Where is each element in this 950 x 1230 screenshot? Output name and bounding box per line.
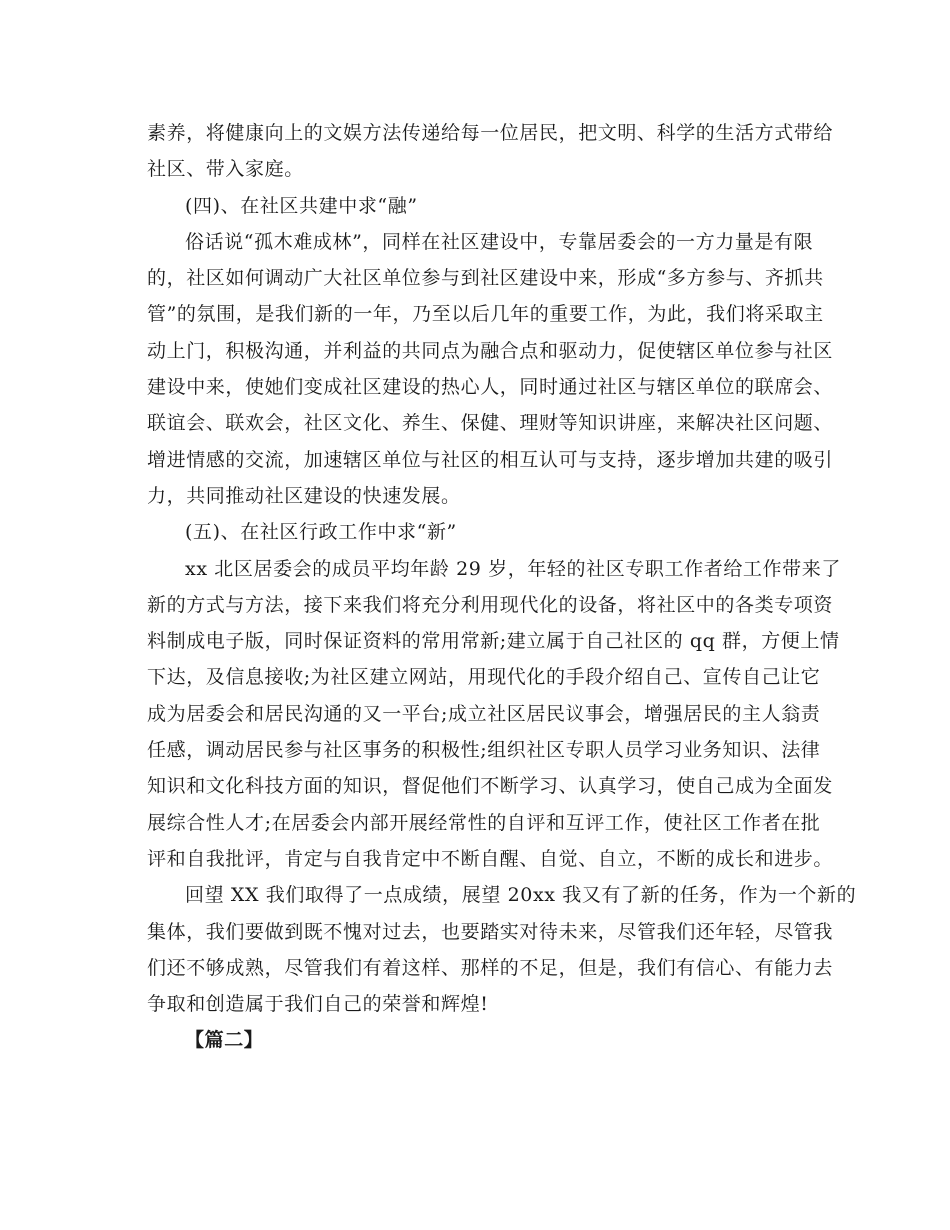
text-line: 俗话说“孤木难成林”，同样在社区建设中，专靠居委会的一方力量是有限 (185, 230, 814, 253)
text-line: 们还不够成熟，尽管我们有着这样、那样的不足，但是，我们有信心、有能力去 (147, 956, 834, 979)
text-line: 的，社区如何调动广大社区单位参与到社区建设中来，形成“多方参与、齐抓共 (147, 267, 824, 290)
text-line: 管”的氛围，是我们新的一年，乃至以后几年的重要工作，为此，我们将采取主 (147, 303, 824, 326)
document-body (147, 115, 857, 1059)
text-line: 料制成电子版，同时保证资料的常用常新;建立属于自己社区的 qq 群，方便上情 (147, 630, 840, 653)
text-line: xx 北区居委会的成员平均年龄 29 岁，年轻的社区专职工作者给工作带来了 (185, 557, 841, 580)
text-line: 集体，我们要做到既不愧对过去，也要踏实对待未来，尽管我们还年轻，尽管我 (147, 920, 834, 943)
text-line: 评和自我批评，肯定与自我肯定中不断自醒、自觉、自立，不断的成长和进步。 (147, 847, 834, 870)
part-heading: 【篇二】 (185, 1029, 264, 1052)
text-line: 成为居委会和居民沟通的又一平台;成立社区居民议事会，增强居民的主人翁责 (147, 702, 821, 725)
section-heading: (四)、在社区共建中求“融” (185, 194, 418, 217)
text-line: 知识和文化科技方面的知识，督促他们不断学习、认真学习，使自己成为全面发 (147, 775, 834, 798)
text-line: 争取和创造属于我们自己的荣誉和辉煌! (147, 993, 489, 1016)
text-line: 增进情感的交流，加速辖区单位与社区的相互认可与支持，逐步增加共建的吸引 (147, 448, 834, 471)
text-line: 力，共同推动社区建设的快速发展。 (147, 484, 461, 507)
text-line: 任感，调动居民参与社区事务的积极性;组织社区专职人员学习业务知识、法律 (147, 739, 821, 762)
section-heading: (五)、在社区行政工作中求“新” (185, 521, 457, 544)
text-line: 回望 XX 我们取得了一点成绩，展望 20xx 我又有了新的任务，作为一个新的 (185, 884, 857, 907)
text-line: 素养，将健康向上的文娱方法传递给每一位居民，把文明、科学的生活方式带给 (147, 122, 834, 144)
text-line: 联谊会、联欢会，社区文化、养生、保健、理财等知识讲座，来解决社区问题、 (147, 412, 834, 435)
text-line: 建设中来，使她们变成社区建设的热心人，同时通过社区与辖区单位的联席会、 (147, 376, 834, 399)
text-line: 新的方式与方法，接下来我们将充分利用现代化的设备，将社区中的各类专项资 (147, 593, 834, 616)
text-line: 展综合性人才;在居委会内部开展经常性的自评和互评工作，使社区工作者在批 (147, 811, 821, 834)
text-line: 社区、带入家庭。 (147, 158, 304, 181)
text-line: 下达，及信息接收;为社区建立网站，用现代化的手段介绍自己、宣传自己让它 (147, 666, 821, 689)
text-line: 动上门，积极沟通，并利益的共同点为融合点和驱动力，促使辖区单位参与社区 (147, 339, 834, 362)
